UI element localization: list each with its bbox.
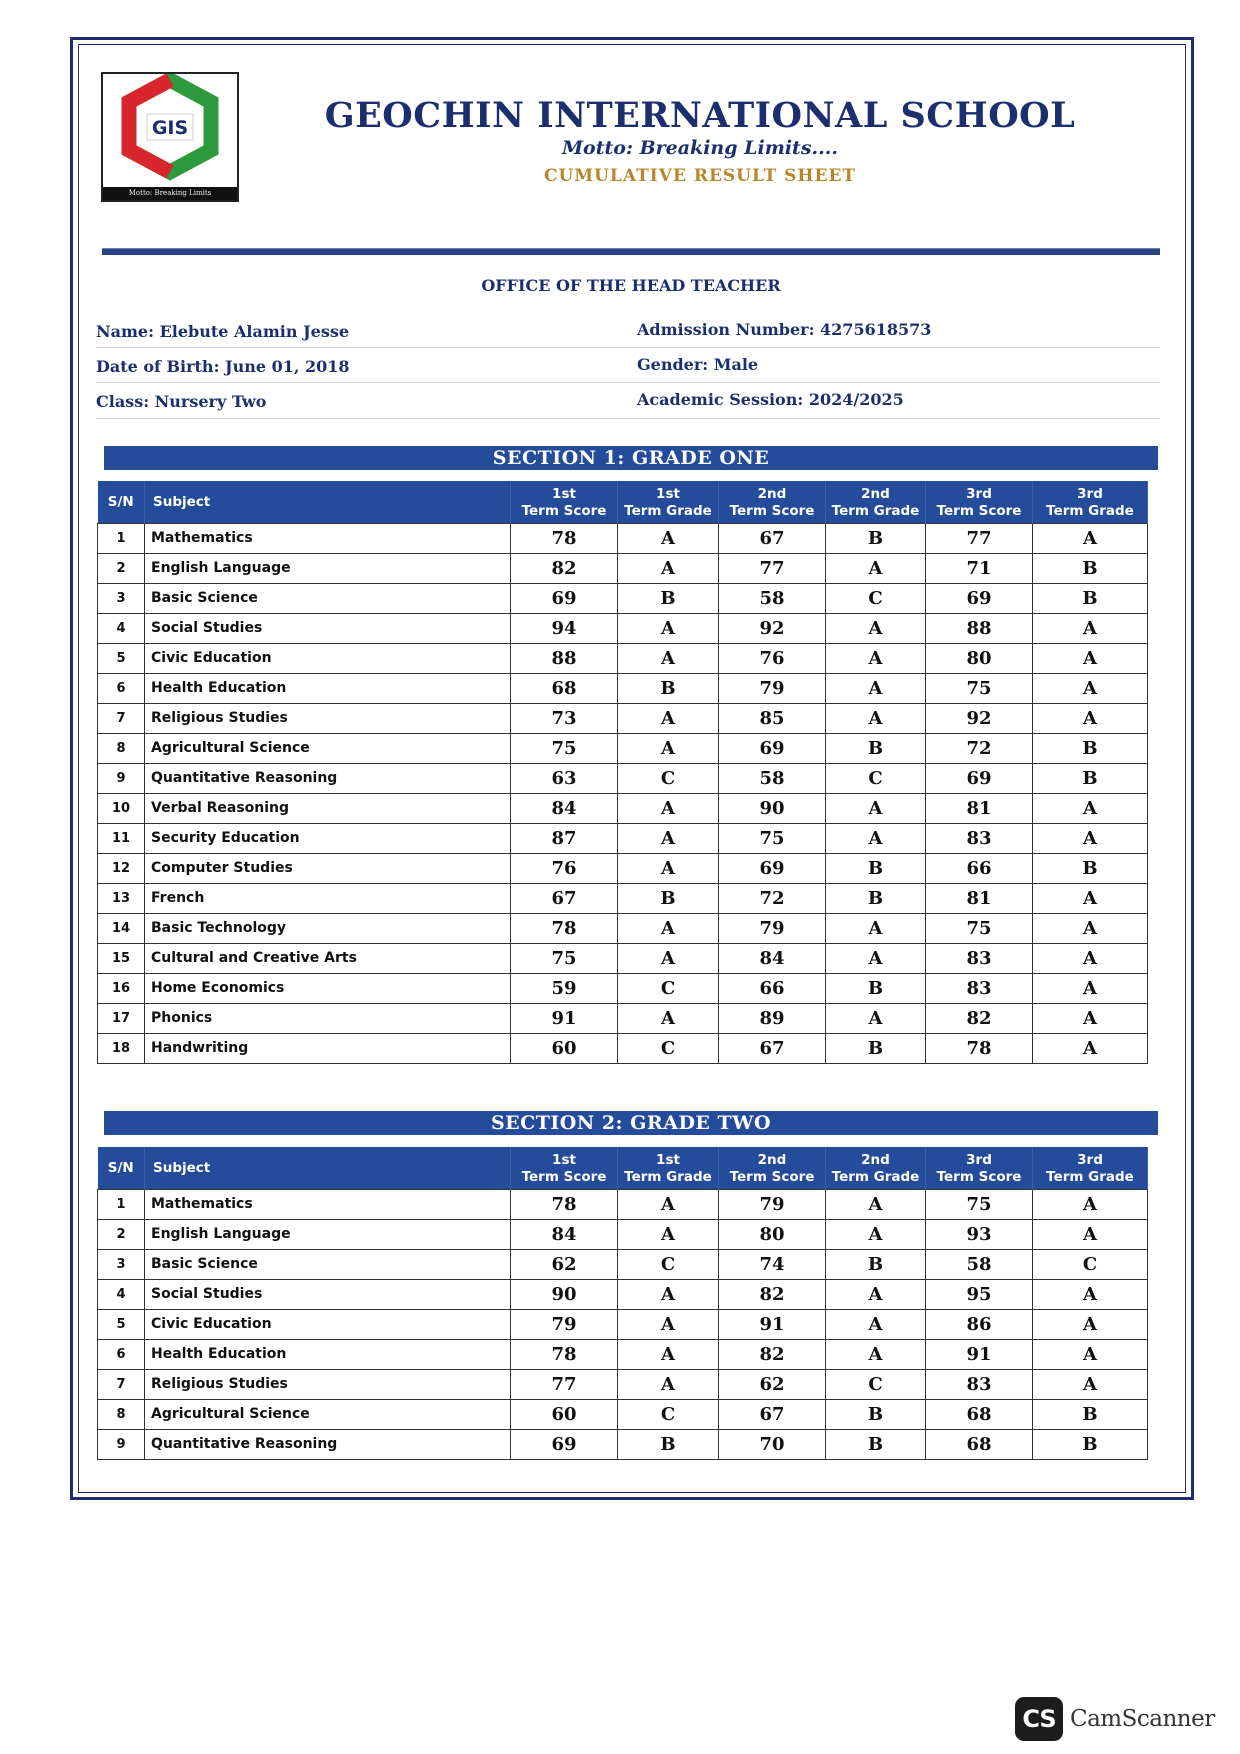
- term2-score-cell: 74: [719, 1249, 826, 1279]
- school-logo: [101, 72, 239, 202]
- term2-grade-cell: A: [826, 643, 926, 673]
- term3-grade-cell: A: [1033, 1309, 1148, 1339]
- term1-score-cell: 75: [511, 943, 618, 973]
- school-name: GEOCHIN INTERNATIONAL SCHOOL: [324, 95, 1076, 136]
- term2-score-cell: 67: [719, 523, 826, 553]
- sn-cell: 7: [98, 703, 145, 733]
- section-1-table: [97, 481, 1148, 1064]
- table-row: [98, 1399, 1148, 1429]
- subject-header: Subject: [145, 1147, 511, 1189]
- subject-cell: Basic Science: [145, 1249, 511, 1279]
- term1-grade-cell: B: [618, 883, 719, 913]
- term3-score-cell: 95: [926, 1279, 1033, 1309]
- term3-grade-cell: B: [1033, 1429, 1148, 1459]
- student-gender: Gender: Male: [637, 355, 759, 374]
- term1-score-cell: 78: [511, 913, 618, 943]
- term3-score-cell: 75: [926, 1189, 1033, 1219]
- table-row: [98, 523, 1148, 553]
- subject-cell: Agricultural Science: [145, 1399, 511, 1429]
- office-heading: OFFICE OF THE HEAD TEACHER: [481, 276, 781, 295]
- term1-grade-cell: A: [618, 613, 719, 643]
- term2-grade-cell: A: [826, 1219, 926, 1249]
- term2-score-cell: 82: [719, 1339, 826, 1369]
- subject-cell: Verbal Reasoning: [145, 793, 511, 823]
- term3-grade-cell: C: [1033, 1249, 1148, 1279]
- sn-cell: 15: [98, 943, 145, 973]
- term3-grade-cell: A: [1033, 1339, 1148, 1369]
- term3-grade-cell: B: [1033, 763, 1148, 793]
- section-1-title: SECTION 1: GRADE ONE: [104, 446, 1158, 470]
- term1-grade-cell: A: [618, 553, 719, 583]
- col-header: 1st Term Grade: [618, 481, 719, 523]
- subject-cell: Mathematics: [145, 1189, 511, 1219]
- term3-grade-cell: A: [1033, 823, 1148, 853]
- term1-grade-cell: C: [618, 1399, 719, 1429]
- term3-score-cell: 75: [926, 913, 1033, 943]
- sn-cell: 1: [98, 523, 145, 553]
- sn-cell: 9: [98, 763, 145, 793]
- table-row: [98, 823, 1148, 853]
- subject-cell: Health Education: [145, 673, 511, 703]
- term3-grade-cell: A: [1033, 1369, 1148, 1399]
- term2-score-cell: 67: [719, 1033, 826, 1063]
- subject-cell: Basic Technology: [145, 913, 511, 943]
- term2-score-cell: 85: [719, 703, 826, 733]
- term1-grade-cell: A: [618, 823, 719, 853]
- table-row: [98, 913, 1148, 943]
- term2-grade-cell: A: [826, 703, 926, 733]
- col-header: 2nd Term Grade: [826, 1147, 926, 1189]
- sn-cell: 4: [98, 613, 145, 643]
- subject-cell: Religious Studies: [145, 1369, 511, 1399]
- sheet-title: CUMULATIVE RESULT SHEET: [543, 166, 857, 186]
- sn-cell: 9: [98, 1429, 145, 1459]
- subject-cell: Cultural and Creative Arts: [145, 943, 511, 973]
- table-row: [98, 973, 1148, 1003]
- table-row: [98, 763, 1148, 793]
- term1-score-cell: 91: [511, 1003, 618, 1033]
- term2-grade-cell: A: [826, 1309, 926, 1339]
- table-row: [98, 643, 1148, 673]
- table-header-row: [98, 481, 1148, 523]
- term1-grade-cell: A: [618, 943, 719, 973]
- term3-score-cell: 88: [926, 613, 1033, 643]
- term2-grade-cell: C: [826, 763, 926, 793]
- term3-score-cell: 83: [926, 1369, 1033, 1399]
- term1-grade-cell: C: [618, 763, 719, 793]
- term1-grade-cell: B: [618, 673, 719, 703]
- section-2-title: SECTION 2: GRADE TWO: [104, 1111, 1158, 1135]
- header-divider: [102, 248, 1160, 255]
- term2-grade-cell: A: [826, 673, 926, 703]
- term1-score-cell: 84: [511, 793, 618, 823]
- term2-score-cell: 70: [719, 1429, 826, 1459]
- term3-score-cell: 69: [926, 583, 1033, 613]
- term3-grade-cell: A: [1033, 523, 1148, 553]
- term1-score-cell: 60: [511, 1033, 618, 1063]
- term2-score-cell: 58: [719, 763, 826, 793]
- sn-cell: 1: [98, 1189, 145, 1219]
- term3-score-cell: 66: [926, 853, 1033, 883]
- term2-grade-cell: B: [826, 1249, 926, 1279]
- camscanner-watermark: CamScanner: [1070, 1706, 1215, 1732]
- term1-score-cell: 67: [511, 883, 618, 913]
- term2-score-cell: 72: [719, 883, 826, 913]
- term2-score-cell: 67: [719, 1399, 826, 1429]
- term2-grade-cell: C: [826, 583, 926, 613]
- term2-grade-cell: A: [826, 1279, 926, 1309]
- term3-score-cell: 81: [926, 793, 1033, 823]
- term3-score-cell: 83: [926, 943, 1033, 973]
- term2-grade-cell: A: [826, 1003, 926, 1033]
- sn-cell: 11: [98, 823, 145, 853]
- table-row: [98, 1249, 1148, 1279]
- term1-grade-cell: A: [618, 523, 719, 553]
- term1-grade-cell: A: [618, 1309, 719, 1339]
- subject-cell: Agricultural Science: [145, 733, 511, 763]
- term1-grade-cell: A: [618, 703, 719, 733]
- term3-score-cell: 83: [926, 973, 1033, 1003]
- col-header: 1st Term Grade: [618, 1147, 719, 1189]
- term1-grade-cell: C: [618, 973, 719, 1003]
- term3-score-cell: 92: [926, 703, 1033, 733]
- subject-cell: Mathematics: [145, 523, 511, 553]
- table-row: [98, 943, 1148, 973]
- info-rule: [96, 347, 1160, 348]
- term2-score-cell: 69: [719, 733, 826, 763]
- table-row: [98, 1309, 1148, 1339]
- term3-grade-cell: A: [1033, 673, 1148, 703]
- sn-cell: 3: [98, 583, 145, 613]
- term3-grade-cell: A: [1033, 793, 1148, 823]
- term1-score-cell: 78: [511, 1339, 618, 1369]
- term1-score-cell: 59: [511, 973, 618, 1003]
- info-rule: [96, 418, 1160, 419]
- table-row: [98, 1339, 1148, 1369]
- term1-score-cell: 69: [511, 583, 618, 613]
- term1-grade-cell: A: [618, 1189, 719, 1219]
- term2-grade-cell: A: [826, 613, 926, 643]
- col-header: 2nd Term Grade: [826, 481, 926, 523]
- sn-header: S/N: [98, 481, 145, 523]
- term2-score-cell: 90: [719, 793, 826, 823]
- logo-text: GIS: [151, 117, 189, 139]
- term2-score-cell: 79: [719, 1189, 826, 1219]
- term3-grade-cell: B: [1033, 583, 1148, 613]
- table-row: [98, 553, 1148, 583]
- term1-grade-cell: B: [618, 583, 719, 613]
- term1-grade-cell: A: [618, 913, 719, 943]
- col-header: 3rd Term Grade: [1033, 1147, 1148, 1189]
- col-header: 3rd Term Score: [926, 1147, 1033, 1189]
- term3-grade-cell: A: [1033, 1033, 1148, 1063]
- term1-grade-cell: B: [618, 1429, 719, 1459]
- subject-cell: Civic Education: [145, 1309, 511, 1339]
- term3-grade-cell: A: [1033, 973, 1148, 1003]
- subject-cell: Religious Studies: [145, 703, 511, 733]
- term3-grade-cell: A: [1033, 1189, 1148, 1219]
- term2-score-cell: 79: [719, 673, 826, 703]
- sn-cell: 14: [98, 913, 145, 943]
- term3-score-cell: 81: [926, 883, 1033, 913]
- term1-grade-cell: A: [618, 793, 719, 823]
- term3-score-cell: 75: [926, 673, 1033, 703]
- term2-score-cell: 82: [719, 1279, 826, 1309]
- sn-cell: 18: [98, 1033, 145, 1063]
- term2-grade-cell: B: [826, 733, 926, 763]
- term3-score-cell: 69: [926, 763, 1033, 793]
- term2-score-cell: 62: [719, 1369, 826, 1399]
- term3-grade-cell: A: [1033, 1003, 1148, 1033]
- student-dob: Date of Birth: June 01, 2018: [96, 357, 350, 376]
- col-header: 1st Term Score: [511, 1147, 618, 1189]
- sn-cell: 2: [98, 553, 145, 583]
- term1-score-cell: 79: [511, 1309, 618, 1339]
- table-row: [98, 1033, 1148, 1063]
- term3-grade-cell: A: [1033, 943, 1148, 973]
- logo-caption: Motto: Breaking Limits: [103, 187, 237, 200]
- term1-grade-cell: A: [618, 1003, 719, 1033]
- term1-score-cell: 82: [511, 553, 618, 583]
- term2-grade-cell: B: [826, 1399, 926, 1429]
- col-header: 1st Term Score: [511, 481, 618, 523]
- term3-score-cell: 68: [926, 1399, 1033, 1429]
- col-header: 3rd Term Grade: [1033, 481, 1148, 523]
- term2-grade-cell: A: [826, 943, 926, 973]
- term2-score-cell: 92: [719, 613, 826, 643]
- term2-score-cell: 91: [719, 1309, 826, 1339]
- subject-cell: Basic Science: [145, 583, 511, 613]
- term2-score-cell: 89: [719, 1003, 826, 1033]
- sn-cell: 7: [98, 1369, 145, 1399]
- term3-grade-cell: B: [1033, 1399, 1148, 1429]
- subject-cell: Civic Education: [145, 643, 511, 673]
- term1-grade-cell: C: [618, 1033, 719, 1063]
- term1-score-cell: 84: [511, 1219, 618, 1249]
- table-row: [98, 1429, 1148, 1459]
- term3-score-cell: 80: [926, 643, 1033, 673]
- term3-grade-cell: A: [1033, 703, 1148, 733]
- term1-score-cell: 60: [511, 1399, 618, 1429]
- table-row: [98, 1369, 1148, 1399]
- term3-grade-cell: A: [1033, 613, 1148, 643]
- term3-score-cell: 82: [926, 1003, 1033, 1033]
- table-header-row: [98, 1147, 1148, 1189]
- term1-score-cell: 87: [511, 823, 618, 853]
- term2-grade-cell: B: [826, 1033, 926, 1063]
- subject-cell: Security Education: [145, 823, 511, 853]
- academic-session: Academic Session: 2024/2025: [637, 390, 904, 409]
- term1-score-cell: 75: [511, 733, 618, 763]
- sn-cell: 4: [98, 1279, 145, 1309]
- table-row: [98, 733, 1148, 763]
- section-1-body: [98, 523, 1148, 1063]
- term2-grade-cell: B: [826, 1429, 926, 1459]
- subject-cell: Social Studies: [145, 1279, 511, 1309]
- sn-cell: 17: [98, 1003, 145, 1033]
- term2-score-cell: 66: [719, 973, 826, 1003]
- sn-cell: 12: [98, 853, 145, 883]
- student-class: Class: Nursery Two: [96, 392, 267, 411]
- term2-score-cell: 80: [719, 1219, 826, 1249]
- term1-score-cell: 78: [511, 1189, 618, 1219]
- term3-grade-cell: A: [1033, 1279, 1148, 1309]
- table-row: [98, 673, 1148, 703]
- sn-cell: 8: [98, 733, 145, 763]
- term1-grade-cell: A: [618, 1279, 719, 1309]
- table-row: [98, 1219, 1148, 1249]
- term3-score-cell: 83: [926, 823, 1033, 853]
- table-row: [98, 883, 1148, 913]
- subject-cell: Phonics: [145, 1003, 511, 1033]
- sn-cell: 16: [98, 973, 145, 1003]
- term1-score-cell: 73: [511, 703, 618, 733]
- term2-score-cell: 69: [719, 853, 826, 883]
- term1-grade-cell: A: [618, 1339, 719, 1369]
- term2-grade-cell: A: [826, 823, 926, 853]
- term2-score-cell: 84: [719, 943, 826, 973]
- term3-score-cell: 58: [926, 1249, 1033, 1279]
- term3-score-cell: 93: [926, 1219, 1033, 1249]
- subject-cell: Social Studies: [145, 613, 511, 643]
- table-row: [98, 703, 1148, 733]
- logo-emblem-icon: [103, 74, 237, 188]
- table-row: [98, 853, 1148, 883]
- term1-score-cell: 88: [511, 643, 618, 673]
- section-2-body: [98, 1189, 1148, 1459]
- term3-grade-cell: B: [1033, 853, 1148, 883]
- term2-score-cell: 79: [719, 913, 826, 943]
- subject-cell: English Language: [145, 1219, 511, 1249]
- term3-grade-cell: A: [1033, 883, 1148, 913]
- term2-score-cell: 75: [719, 823, 826, 853]
- col-header: 2nd Term Score: [719, 1147, 826, 1189]
- term2-grade-cell: B: [826, 523, 926, 553]
- info-rule: [96, 382, 1160, 383]
- sn-cell: 2: [98, 1219, 145, 1249]
- subject-cell: Health Education: [145, 1339, 511, 1369]
- term3-grade-cell: B: [1033, 733, 1148, 763]
- sn-cell: 5: [98, 643, 145, 673]
- subject-cell: Quantitative Reasoning: [145, 763, 511, 793]
- subject-cell: Handwriting: [145, 1033, 511, 1063]
- student-name: Name: Elebute Alamin Jesse: [96, 322, 350, 341]
- term3-grade-cell: A: [1033, 1219, 1148, 1249]
- admission-number: Admission Number: 4275618573: [637, 320, 932, 339]
- table-row: [98, 793, 1148, 823]
- term1-score-cell: 77: [511, 1369, 618, 1399]
- term2-grade-cell: A: [826, 1339, 926, 1369]
- sn-cell: 6: [98, 1339, 145, 1369]
- sn-cell: 6: [98, 673, 145, 703]
- term3-score-cell: 71: [926, 553, 1033, 583]
- sn-cell: 10: [98, 793, 145, 823]
- sn-header: S/N: [98, 1147, 145, 1189]
- term3-score-cell: 91: [926, 1339, 1033, 1369]
- term1-score-cell: 62: [511, 1249, 618, 1279]
- term2-score-cell: 58: [719, 583, 826, 613]
- term2-score-cell: 77: [719, 553, 826, 583]
- subject-cell: French: [145, 883, 511, 913]
- term1-grade-cell: A: [618, 1219, 719, 1249]
- term1-grade-cell: A: [618, 1369, 719, 1399]
- term2-grade-cell: A: [826, 1189, 926, 1219]
- table-row: [98, 583, 1148, 613]
- table-row: [98, 1189, 1148, 1219]
- term2-grade-cell: A: [826, 553, 926, 583]
- term1-grade-cell: A: [618, 643, 719, 673]
- term3-score-cell: 78: [926, 1033, 1033, 1063]
- school-motto: Motto: Breaking Limits....: [562, 137, 838, 159]
- subject-cell: English Language: [145, 553, 511, 583]
- table-row: [98, 1279, 1148, 1309]
- term1-score-cell: 69: [511, 1429, 618, 1459]
- subject-cell: Home Economics: [145, 973, 511, 1003]
- sn-cell: 3: [98, 1249, 145, 1279]
- term1-score-cell: 76: [511, 853, 618, 883]
- sn-cell: 13: [98, 883, 145, 913]
- term2-grade-cell: A: [826, 913, 926, 943]
- term3-score-cell: 86: [926, 1309, 1033, 1339]
- term1-grade-cell: A: [618, 853, 719, 883]
- term2-grade-cell: B: [826, 883, 926, 913]
- section-2-table: [97, 1147, 1148, 1460]
- term3-grade-cell: A: [1033, 643, 1148, 673]
- term2-score-cell: 76: [719, 643, 826, 673]
- sn-cell: 8: [98, 1399, 145, 1429]
- term2-grade-cell: B: [826, 973, 926, 1003]
- term3-score-cell: 72: [926, 733, 1033, 763]
- term2-grade-cell: A: [826, 793, 926, 823]
- term1-score-cell: 68: [511, 673, 618, 703]
- term1-score-cell: 63: [511, 763, 618, 793]
- term1-score-cell: 78: [511, 523, 618, 553]
- term1-score-cell: 90: [511, 1279, 618, 1309]
- subject-cell: Computer Studies: [145, 853, 511, 883]
- col-header: 3rd Term Score: [926, 481, 1033, 523]
- table-row: [98, 1003, 1148, 1033]
- table-row: [98, 613, 1148, 643]
- sn-cell: 5: [98, 1309, 145, 1339]
- term3-grade-cell: A: [1033, 913, 1148, 943]
- term3-grade-cell: B: [1033, 553, 1148, 583]
- term2-grade-cell: C: [826, 1369, 926, 1399]
- col-header: 2nd Term Score: [719, 481, 826, 523]
- term3-score-cell: 68: [926, 1429, 1033, 1459]
- term3-score-cell: 77: [926, 523, 1033, 553]
- term1-score-cell: 94: [511, 613, 618, 643]
- term2-grade-cell: B: [826, 853, 926, 883]
- subject-header: Subject: [145, 481, 511, 523]
- subject-cell: Quantitative Reasoning: [145, 1429, 511, 1459]
- term1-grade-cell: A: [618, 733, 719, 763]
- term1-grade-cell: C: [618, 1249, 719, 1279]
- camscanner-logo-icon: CS: [1015, 1697, 1063, 1741]
